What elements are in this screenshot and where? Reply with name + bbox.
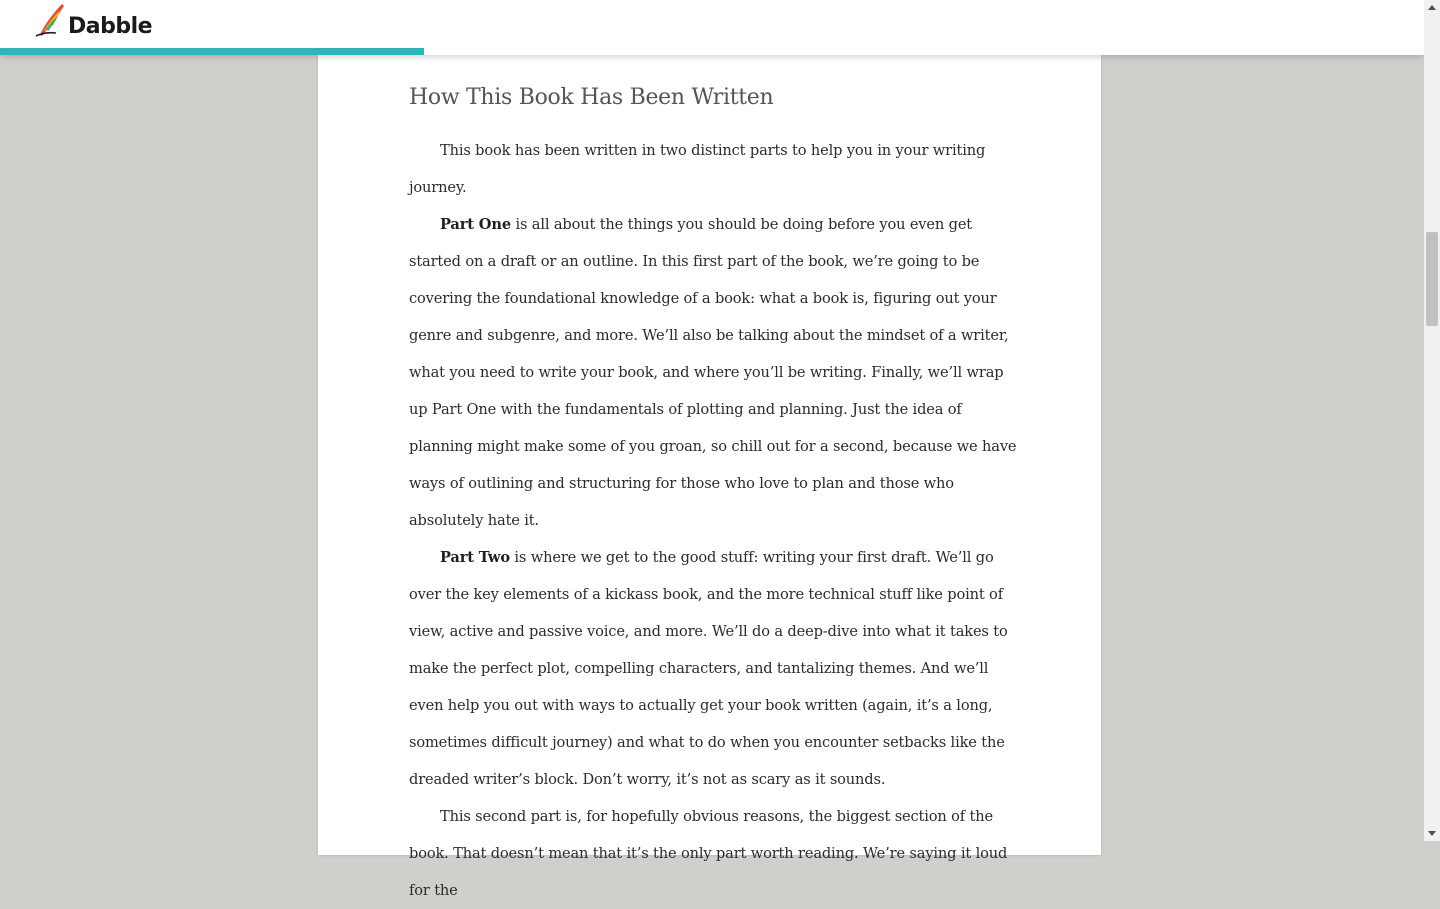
chapter-title: How This Book Has Been Written [409, 85, 774, 110]
arrow-up-icon[interactable] [1428, 5, 1436, 10]
paragraph-text: is where we get to the good stuff: writing your first draft. We’ll go over the key elements of a kickass book, and the more technical stuff like point of view, active and passive voice, and more. We’ll do a deep-dive into what it takes to make the perfect plot, compelling characters, and tantalizing themes. And we’ll even help you out with ways to actually get your book written (again, it’s a long, sometimes difficult journey) and what to do when you encounter setbacks like the dreaded writer’s block. Don’t worry, it’s not as scary as it sounds. [409, 549, 1008, 788]
page-sheet [318, 55, 1101, 899]
chapter-content [409, 85, 1019, 909]
paragraph-bold-lead: Part Two [440, 549, 510, 566]
reading-progress-bar [0, 48, 424, 55]
paragraph-text: This book has been written in two distinct parts to help you in your writing journey. [409, 142, 986, 196]
dabble-feather-logo-icon [34, 2, 70, 38]
vertical-scrollbar[interactable] [1424, 0, 1440, 841]
paragraph-text: This second part is, for hopefully obvious reasons, the biggest section of the book. That doesn’t mean that it’s the only part worth reading. We’re saying it loud for the [409, 808, 1008, 899]
dabble-logo[interactable] [34, 2, 152, 38]
scrollbar-thumb[interactable] [1426, 232, 1438, 326]
top-bar [0, 0, 1424, 55]
paragraph [409, 539, 1019, 798]
paragraph [409, 206, 1019, 539]
paragraph-text: is all about the things you should be doing before you even get started on a draft or an outline. In this first part of the book, we’re going to be covering the foundational knowledge of a book: what a book is, figuring out your genre and subgenre, and more. We’ll also be talking about the mindset of a writer, what you need to write your book, and where you’ll be writing. Finally, we’ll wrap up Part One with the fundamentals of plotting and planning. Just the idea of planning might make some of you groan, so chill out for a second, because we have ways of outlining and structuring for those who love to plan and those who absolutely hate it. [409, 216, 1017, 529]
paragraph-bold-lead: Part One [440, 216, 511, 233]
paragraph [409, 132, 1019, 206]
logo-text: Dabble [68, 13, 153, 39]
paragraph [409, 798, 1019, 909]
arrow-down-icon[interactable] [1428, 831, 1436, 836]
